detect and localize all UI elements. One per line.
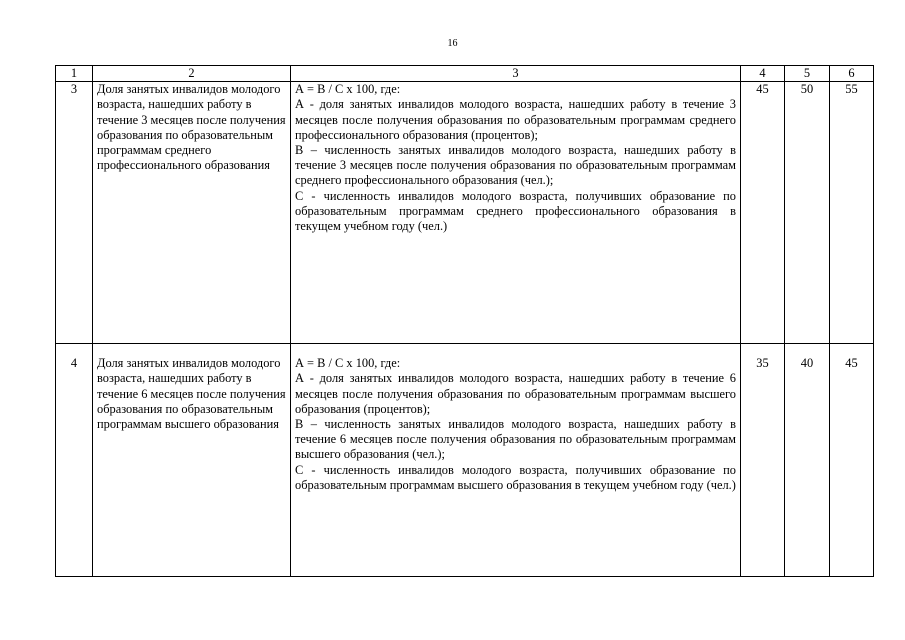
table-row bbox=[56, 344, 874, 577]
header-cell-4: 4 bbox=[741, 66, 785, 82]
value-col-6: 45 bbox=[830, 344, 874, 577]
row-number: 3 bbox=[56, 82, 93, 344]
formula-desc-c: С - численность инвалидов молодого возраста, получивших образование по образовательным программам высшего образования в текущем учебном году (чел.) bbox=[295, 462, 736, 492]
row-number: 4 bbox=[56, 344, 93, 577]
value-col-6: 55 bbox=[830, 82, 874, 344]
table-row bbox=[56, 82, 874, 344]
formula-desc-b: В – численность занятых инвалидов молодого возраста, нашедших работу в течение 6 месяцев после получения образования по образовательным программам высшего образования (чел.); bbox=[295, 417, 736, 462]
header-cell-5: 5 bbox=[785, 66, 830, 82]
formula-desc-a: А - доля занятых инвалидов молодого возраста, нашедших работу в течение 3 месяцев после получения образования по образовательным программам среднего профессионального образования (процентов); bbox=[295, 97, 736, 142]
formula-desc-b: В – численность занятых инвалидов молодого возраста, нашедших работу в течение 3 месяцев после получения образования по образовательным программам среднего профессионального образования (чел.); bbox=[295, 143, 736, 188]
indicators-table bbox=[55, 65, 874, 577]
indicator-name: Доля занятых инвалидов молодого возраста, нашедших работу в течение 3 месяцев после получения образования по образовательным программам среднего профессионального образования bbox=[93, 82, 291, 344]
indicator-name: Доля занятых инвалидов молодого возраста, нашедших работу в течение 6 месяцев после получения образования по образовательным программам высшего образования bbox=[93, 344, 291, 577]
header-cell-1: 1 bbox=[56, 66, 93, 82]
value-col-5: 50 bbox=[785, 82, 830, 344]
header-cell-3: 3 bbox=[291, 66, 741, 82]
table-header-row bbox=[56, 66, 874, 82]
formula: А = В / С х 100, где: bbox=[295, 82, 401, 97]
formula-desc-a: А - доля занятых инвалидов молодого возраста, нашедших работу в течение 6 месяцев после получения образования по образовательным программам высшего образования (процентов); bbox=[295, 371, 736, 416]
value-col-5: 40 bbox=[785, 344, 830, 577]
formula-cell bbox=[291, 344, 741, 577]
header-cell-2: 2 bbox=[93, 66, 291, 82]
value-col-4: 35 bbox=[741, 344, 785, 577]
formula: А = В / С х 100, где: bbox=[295, 356, 401, 371]
value-col-4: 45 bbox=[741, 82, 785, 344]
header-cell-6: 6 bbox=[830, 66, 874, 82]
formula-desc-c: С - численность инвалидов молодого возраста, получивших образование по образовательным программам среднего профессионального образования в текущем учебном году (чел.) bbox=[295, 188, 736, 234]
page-number: 16 bbox=[447, 38, 458, 49]
formula-cell bbox=[291, 82, 741, 344]
